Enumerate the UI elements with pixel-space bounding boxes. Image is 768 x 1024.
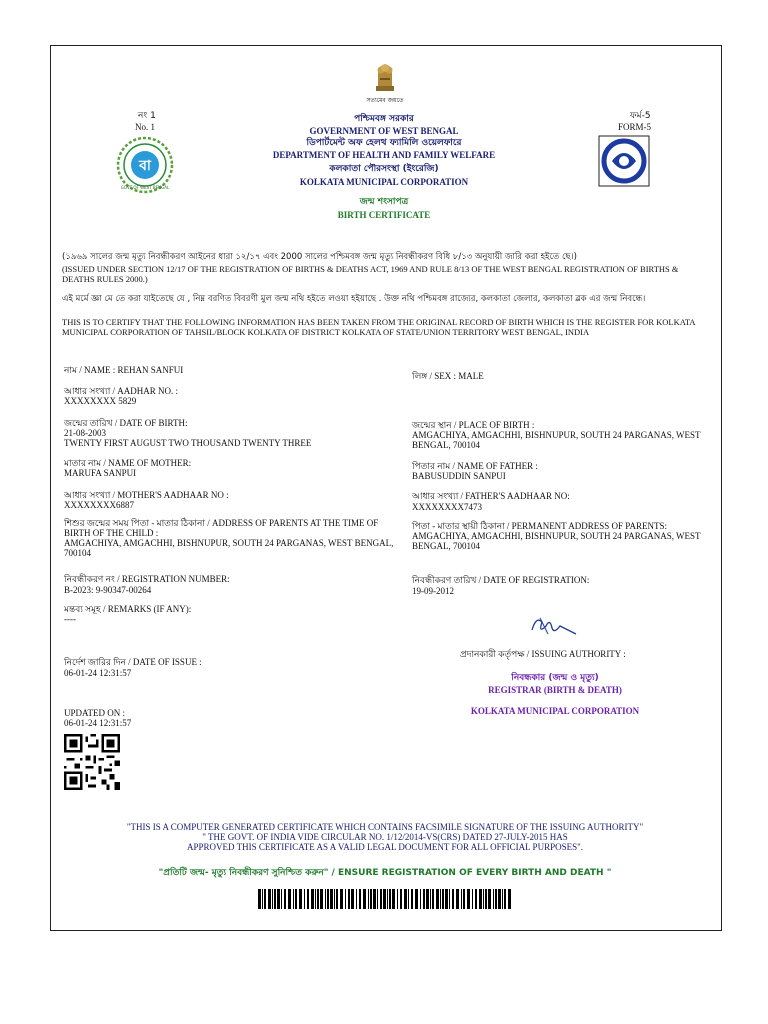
- certify-bn: এই মর্মে জ্ঞা মে তে করা যাইতেছে যে , নিম্ন বরণিত বিবরণী মুল জন্ম নথি হইতে লওয়া হইয়াছে . উক্ত নথি পশ্চিমবঙ্গ রাজ্যের, কলকাতা জেলার, কলকাতা ব্লক এর জন্ম নিবন্ধে।: [62, 294, 646, 304]
- cert-bn: জন্ম শংসাপত্র: [359, 197, 409, 207]
- father-label: পিতার নাম / NAME OF FATHER :: [412, 461, 538, 471]
- updated-value: 06-01-24 12:31:57: [64, 718, 132, 728]
- west-bengal-seal-icon: [116, 136, 174, 194]
- perm-address-value: AMGACHIYA, AMGACHHI, BISHNUPUR, SOUTH 24 PARGANAS, WEST BENGAL, 700104: [412, 531, 701, 551]
- dob-words: TWENTY FIRST AUGUST TWO THOUSAND TWENTY THREE: [64, 438, 312, 448]
- dob-value: 21-08-2003: [64, 428, 106, 438]
- address-value: AMGACHIYA, AMGACHHI, BISHNUPUR, SOUTH 24 PARGANAS, WEST BENGAL, 700104: [64, 538, 394, 558]
- form-en: FORM-5: [618, 122, 652, 132]
- authority-corp: KOLKATA MUNICIPAL CORPORATION: [470, 706, 640, 716]
- aadhar-value: XXXXXXXX 5829: [64, 396, 137, 406]
- mother-value: MARUFA SANPUI: [64, 468, 137, 478]
- footer-line-3: APPROVED THIS CERTIFICATE AS A VALID LEGAL DOCUMENT FOR ALL OFFICIAL PURPOSES".: [186, 842, 584, 852]
- signature-icon: [526, 612, 582, 640]
- certify-en: THIS IS TO CERTIFY THAT THE FOLLOWING INFORMATION HAS BEEN TAKEN FROM THE ORIGINAL RECORD OF BIRTH WHICH IS THE REGISTER FOR KOLKATA MUNICIPAL CORPORATION OF TAHSIL/BLOCK KOLKATA OF DISTRICT KOLKATA OF STATE/UNION TERRITORY WEST BENGAL, INDIA: [62, 317, 696, 337]
- gov-en: GOVERNMENT OF WEST BENGAL: [309, 126, 459, 136]
- footer-slogan: "প্রতিটি জন্ম- মৃত্যু নিবন্ধীকরণ সুনিশ্চিত করুন" / ENSURE REGISTRATION OF EVERY BIRTH AND DEATH ": [158, 868, 612, 878]
- sex: লিঙ্গ / SEX : MALE: [412, 371, 484, 381]
- seal-ring-text: GOVT OF WEST BENGAL: [120, 185, 170, 190]
- mother-aadhaar-label: আধার সংখ্যা / MOTHER'S AADHAAR NO :: [64, 490, 229, 500]
- registrar-en: REGISTRAR (BIRTH & DEATH): [488, 685, 622, 695]
- father-value: BABUSUDDIN SANPUI: [412, 471, 506, 481]
- address-label: শিশুর জন্মের সময় পিতা - মাতার ঠিকানা / ADDRESS OF PARENTS AT THE TIME OF BIRTH OF THE CHILD :: [64, 518, 379, 538]
- remarks-value: ----: [64, 614, 76, 624]
- mother-aadhaar-value: XXXXXXXX6887: [64, 500, 134, 510]
- child-name: নাম / NAME : REHAN SANFUI: [64, 365, 184, 375]
- dept-bn: ডিপার্টমেন্ট অফ হেলথ ফ্যামিলি ওয়েলফারে: [306, 138, 462, 148]
- perm-address-label: পিতা - মাতার স্থায়ী ঠিকানা / PERMANENT ADDRESS OF PARENTS:: [412, 521, 667, 531]
- updated-label: UPDATED ON :: [64, 708, 126, 718]
- issue-date-value: 06-01-24 12:31:57: [64, 668, 132, 678]
- corp-bn: কলকাতা পৌরসংস্থা (ইংরেজি): [329, 164, 439, 174]
- issued-bn: (১৯৬৯ সালের জন্ম মৃত্যু নিবন্ধীকরণ আইনের ধারা ১২/১৭ এবং 2000 সালের পশ্চিমবঙ্গ জন্ম মৃত্যু নিবন্ধীকরণ বিধি ৮/১৩ অনুযায়ী জারি করা হইতে ছে।): [62, 252, 577, 262]
- dept-en: DEPARTMENT OF HEALTH AND FAMILY WELFARE: [272, 150, 496, 160]
- kmc-logo-icon: [598, 135, 650, 187]
- seal-letter: বা: [139, 158, 151, 174]
- reg-date-label: নিবন্ধীকরণ তারিখ / DATE OF REGISTRATION:: [412, 575, 590, 585]
- issuing-authority-label: প্রদানকারী কর্তৃপক্ষ / ISSUING AUTHORITY :: [460, 649, 626, 659]
- emblem-motto: সত্যমেব জয়তে: [366, 97, 404, 104]
- dob-label: জন্মের তারিখ / DATE OF BIRTH:: [64, 418, 188, 428]
- reg-no-label: নিবন্ধীকরণ নং / REGISTRATION NUMBER:: [64, 574, 230, 584]
- qr-code-icon: [64, 734, 120, 790]
- barcode-icon: [258, 889, 514, 909]
- footer-line-2: " THE GOVT. OF INDIA VIDE CIRCULAR NO. 1/12/2014-VS(CRS) DATED 27-JULY-2015 HAS: [202, 832, 568, 842]
- ashoka-emblem-icon: [370, 60, 400, 94]
- pob-label: জন্মের স্থান / PLACE OF BIRTH :: [412, 420, 535, 430]
- gov-bn: পশ্চিমবঙ্গ সরকার: [354, 114, 414, 124]
- no-bn: নং 1: [138, 111, 156, 121]
- reg-date-value: 19-09-2012: [412, 586, 454, 596]
- remarks-label: মন্তব্য সমূহ / REMARKS (IF ANY):: [64, 604, 192, 614]
- form-bn: ফর্ম-5: [630, 111, 651, 121]
- pob-value: AMGACHIYA, AMGACHHI, BISHNUPUR, SOUTH 24 PARGANAS, WEST BENGAL, 700104: [412, 430, 701, 450]
- footer-line-1: "THIS IS A COMPUTER GENERATED CERTIFICATE WHICH CONTAINS FACSIMILE SIGNATURE OF THE ISSUING AUTHORITY": [126, 822, 644, 832]
- cert-title: BIRTH CERTIFICATE: [337, 210, 431, 220]
- registrar-bn: নিবন্ধকার (জন্ম ও মৃত্যু): [511, 673, 599, 683]
- father-aadhaar-label: আধার সংখ্যা / FATHER'S AADHAAR NO:: [412, 491, 570, 501]
- corp-en: KOLKATA MUNICIPAL CORPORATION: [299, 177, 469, 187]
- issue-date-label: নির্দেশ জারির দিন / DATE OF ISSUE :: [64, 657, 202, 667]
- reg-no-value: B-2023: 9-90347-00264: [64, 585, 152, 595]
- father-aadhaar-value: XXXXXXXX7473: [412, 502, 482, 512]
- aadhar-label: আধার সংখ্যা / AADHAR NO. :: [64, 386, 179, 396]
- issued-en: (ISSUED UNDER SECTION 12/17 OF THE REGISTRATION OF BIRTHS & DEATHS ACT, 1969 AND RULE 8/13 OF THE WEST BENGAL REGISTRATION OF BIRTHS & DEATHS RULES 2000.): [62, 264, 679, 284]
- no-en: No. 1: [135, 122, 155, 132]
- mother-label: মাতার নাম / NAME OF MOTHER:: [64, 458, 192, 468]
